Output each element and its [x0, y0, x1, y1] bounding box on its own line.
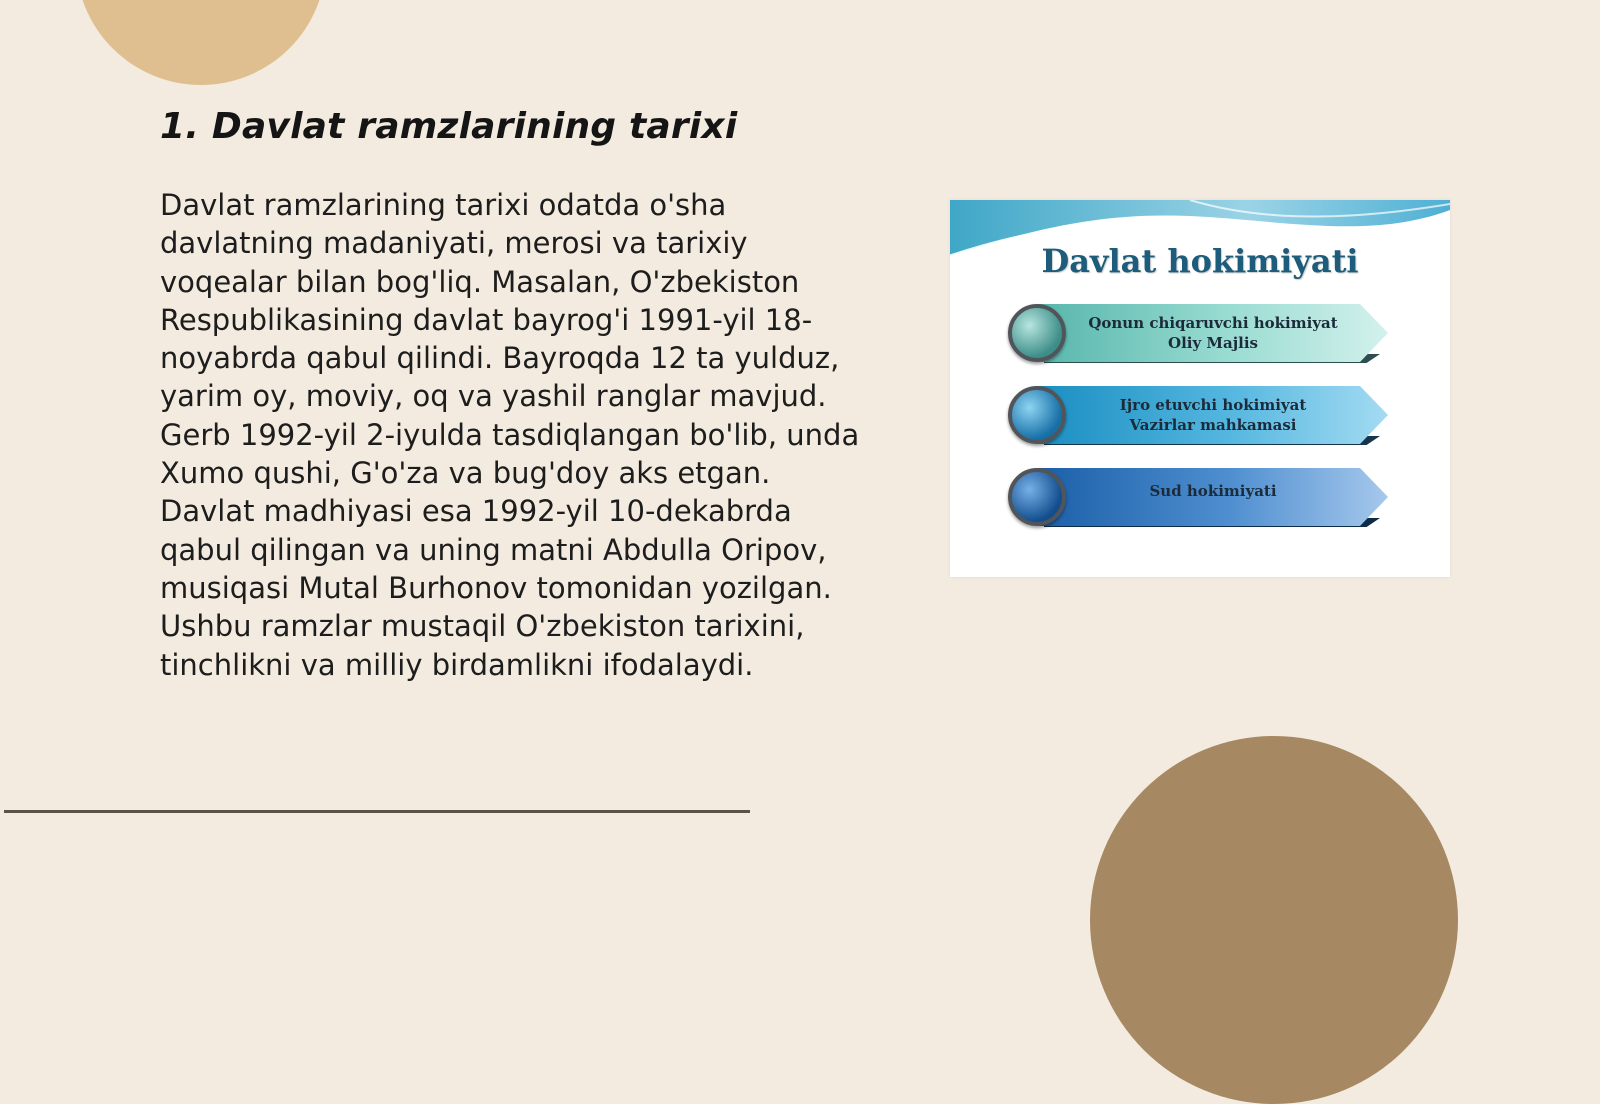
figure-title: Davlat hokimiyati — [1041, 242, 1359, 280]
circle-icon — [1008, 304, 1066, 362]
circle-icon — [1008, 468, 1066, 526]
branch-judicial — [1008, 468, 1388, 530]
branch-judicial-line1: Sud hokimiyati — [1149, 482, 1277, 500]
branch-executive — [1008, 386, 1388, 448]
branch-legislative-line1: Qonun chiqaruvchi hokimiyat — [1088, 314, 1338, 332]
branch-executive-line1: Ijro etuvchi hokimiyat — [1119, 396, 1307, 414]
branch-executive-line2: Vazirlar mahkamasi — [1129, 416, 1297, 434]
decorative-circle-top — [76, 0, 326, 85]
slide-title: 1. Davlat ramzlarining tarixi — [160, 106, 738, 147]
decorative-circle-bottom — [1090, 736, 1458, 1104]
divider-line — [4, 810, 750, 813]
davlat-hokimiyati-image — [950, 200, 1450, 577]
branch-legislative-line2: Oliy Majlis — [1168, 334, 1258, 352]
circle-icon — [1008, 386, 1066, 444]
branch-legislative — [1008, 304, 1388, 366]
slide-body-text: Davlat ramzlarining tarixi odatda o'sha davlatning madaniyati, merosi va tarixiy voqealar bilan bog'liq. Masalan, O'zbekiston Respublikasining davlat bayrog'i 1991-yil 18-noyabrda qabul qilindi. Bayroqda 12 ta yulduz, yarim oy, moviy, oq va yashil ranglar mavjud. Gerb 1992-yil 2-iyulda tasdiqlangan bo'lib, unda Xumo qushi, G'o'za va bug'doy aks etgan. Davlat madhiyasi esa 1992-yil 10-dekabrda qabul qilingan va uning matni Abdulla Oripov, musiqasi Mutal Burhonov tomonidan yozilgan. Ushbu ramzlar mustaqil O'zbekiston tarixini, tinchlikni va milliy birdamlikni ifodalaydi. — [160, 188, 860, 682]
